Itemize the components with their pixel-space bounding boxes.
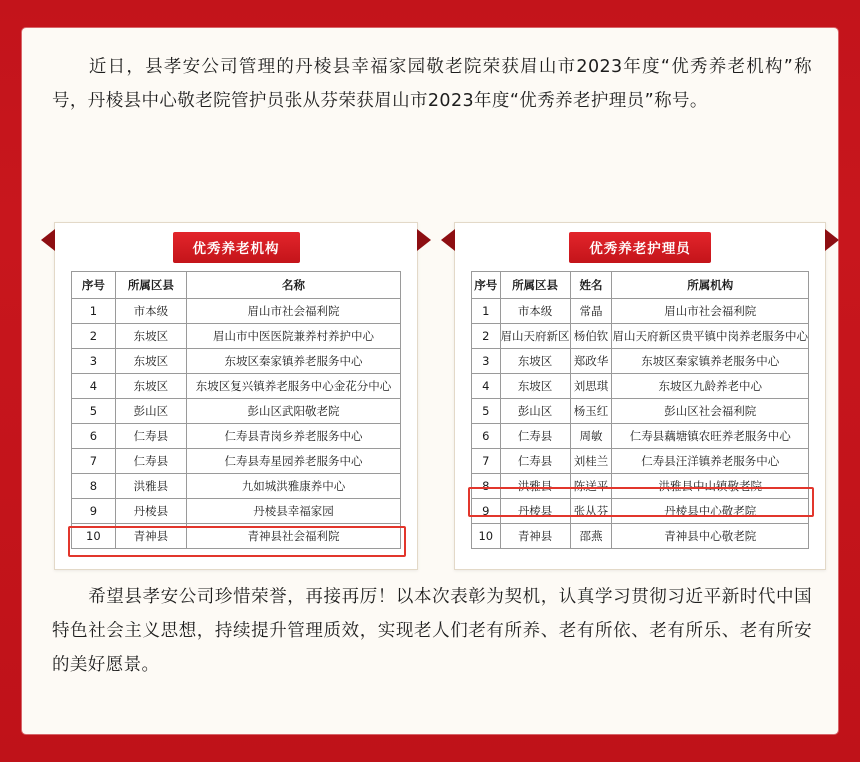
cell-district: 彭山区 [500,399,570,424]
cell-person: 刘桂兰 [570,449,612,474]
cell-name: 眉山市社会福利院 [187,299,401,324]
intro-paragraph-text: 近日，县孝安公司管理的丹棱县幸福家园敬老院荣获眉山市2023年度“优秀养老机构”称号，丹棱县中心敬老院管护员张从芬荣获眉山市2023年度“优秀养老护理员”称号。 [52,57,812,112]
cell-district: 仁寿县 [115,449,186,474]
cell-institution: 东坡区九龄养老中心 [612,374,809,399]
cell-district: 市本级 [500,299,570,324]
column-header-district: 所属区县 [115,272,186,299]
cell-district: 彭山区 [115,399,186,424]
cell-index: 1 [72,299,116,324]
cell-index: 7 [72,449,116,474]
cell-index: 8 [472,474,501,499]
table-row [72,349,401,374]
cell-index: 8 [72,474,116,499]
ribbon-label-institutions: 优秀养老机构 [173,232,300,263]
cell-index: 5 [72,399,116,424]
cell-district: 东坡区 [115,324,186,349]
cell-name: 东坡区秦家镇养老服务中心 [187,349,401,374]
column-header-index: 序号 [472,272,501,299]
cell-institution: 仁寿县藕塘镇农旺养老服务中心 [612,424,809,449]
cell-institution: 彭山区社会福利院 [612,399,809,424]
table-row [72,474,401,499]
award-card-institutions [54,222,418,570]
cell-institution: 青神县中心敬老院 [612,524,809,549]
cell-institution: 洪雅县中山镇敬老院 [612,474,809,499]
cell-institution: 东坡区秦家镇养老服务中心 [612,349,809,374]
table-row [472,474,809,499]
cell-index: 4 [472,374,501,399]
cell-index: 6 [472,424,501,449]
cell-person: 刘思琪 [570,374,612,399]
table-caregivers [471,271,809,549]
cell-person: 张从芬 [570,499,612,524]
cell-person: 陈送平 [570,474,612,499]
cell-name: 青神县社会福利院 [187,524,401,549]
table-row [72,299,401,324]
table-header-row [472,272,809,299]
table-institutions [71,271,401,549]
table-row [472,324,809,349]
cell-index: 2 [472,324,501,349]
ribbon-institutions [55,223,417,271]
cell-index: 4 [72,374,116,399]
table-row [472,424,809,449]
table-row [472,299,809,324]
cell-name: 彭山区武阳敬老院 [187,399,401,424]
cell-district: 丹棱县 [115,499,186,524]
cell-name: 仁寿县青岗乡养老服务中心 [187,424,401,449]
content-panel [22,28,838,734]
table-row [472,374,809,399]
table-row [72,374,401,399]
cell-name: 丹棱县幸福家园 [187,499,401,524]
cell-person: 杨玉红 [570,399,612,424]
cell-index: 10 [472,524,501,549]
cell-district: 东坡区 [500,374,570,399]
cell-district: 洪雅县 [115,474,186,499]
closing-paragraph [52,580,812,682]
cell-institution: 丹棱县中心敬老院 [612,499,809,524]
cell-district: 丹棱县 [500,499,570,524]
cell-index: 10 [72,524,116,549]
cell-name: 东坡区复兴镇养老服务中心金花分中心 [187,374,401,399]
table-row-highlighted [472,499,809,524]
cell-index: 9 [72,499,116,524]
table-row [72,324,401,349]
cell-name: 眉山市中医医院兼养村养护中心 [187,324,401,349]
table-row [72,524,401,549]
ribbon-label-caregivers: 优秀养老护理员 [569,232,711,263]
cell-institution: 仁寿县汪洋镇养老服务中心 [612,449,809,474]
column-header-district: 所属区县 [500,272,570,299]
ribbon-tail-left-icon [441,229,455,251]
cell-index: 1 [472,299,501,324]
cell-index: 2 [72,324,116,349]
cell-name: 九如城洪雅康养中心 [187,474,401,499]
cell-district: 市本级 [115,299,186,324]
table-row [472,399,809,424]
ribbon-tail-right-icon [825,229,839,251]
table-row [72,449,401,474]
table-row [472,449,809,474]
cell-district: 东坡区 [500,349,570,374]
cell-index: 5 [472,399,501,424]
ribbon-caregivers [455,223,825,271]
ribbon-tail-left-icon [41,229,55,251]
column-header-name: 名称 [187,272,401,299]
table-row [72,424,401,449]
table-row-highlighted [72,499,401,524]
cell-district: 青神县 [115,524,186,549]
ribbon-tail-right-icon [417,229,431,251]
cell-district: 仁寿县 [500,424,570,449]
intro-paragraph [52,50,812,118]
cell-index: 3 [472,349,501,374]
award-card-caregivers [454,222,826,570]
column-header-institution: 所属机构 [612,272,809,299]
cell-index: 7 [472,449,501,474]
cell-district: 东坡区 [115,349,186,374]
cell-index: 3 [72,349,116,374]
cell-person: 常晶 [570,299,612,324]
column-header-index: 序号 [72,272,116,299]
cell-institution: 眉山天府新区贵平镇中岗养老服务中心 [612,324,809,349]
table-row [72,399,401,424]
cell-person: 郑政华 [570,349,612,374]
closing-paragraph-text: 希望县孝安公司珍惜荣誉，再接再厉！以本次表彰为契机，认真学习贯彻习近平新时代中国特色社会主义思想，持续提升管理质效，实现老人们老有所养、老有所依、老有所乐、老有所安的美好愿景。 [52,587,812,676]
cell-institution: 眉山市社会福利院 [612,299,809,324]
table-header-row [72,272,401,299]
column-header-person: 姓名 [570,272,612,299]
cell-district: 仁寿县 [115,424,186,449]
cell-person: 周敏 [570,424,612,449]
cell-name: 仁寿县寿星园养老服务中心 [187,449,401,474]
table-row [472,524,809,549]
cell-district: 青神县 [500,524,570,549]
table-row [472,349,809,374]
cell-index: 9 [472,499,501,524]
cell-district: 洪雅县 [500,474,570,499]
cell-person: 杨伯钦 [570,324,612,349]
cell-index: 6 [72,424,116,449]
cell-person: 邵燕 [570,524,612,549]
cell-district: 东坡区 [115,374,186,399]
cell-district: 仁寿县 [500,449,570,474]
cell-district: 眉山天府新区 [500,324,570,349]
